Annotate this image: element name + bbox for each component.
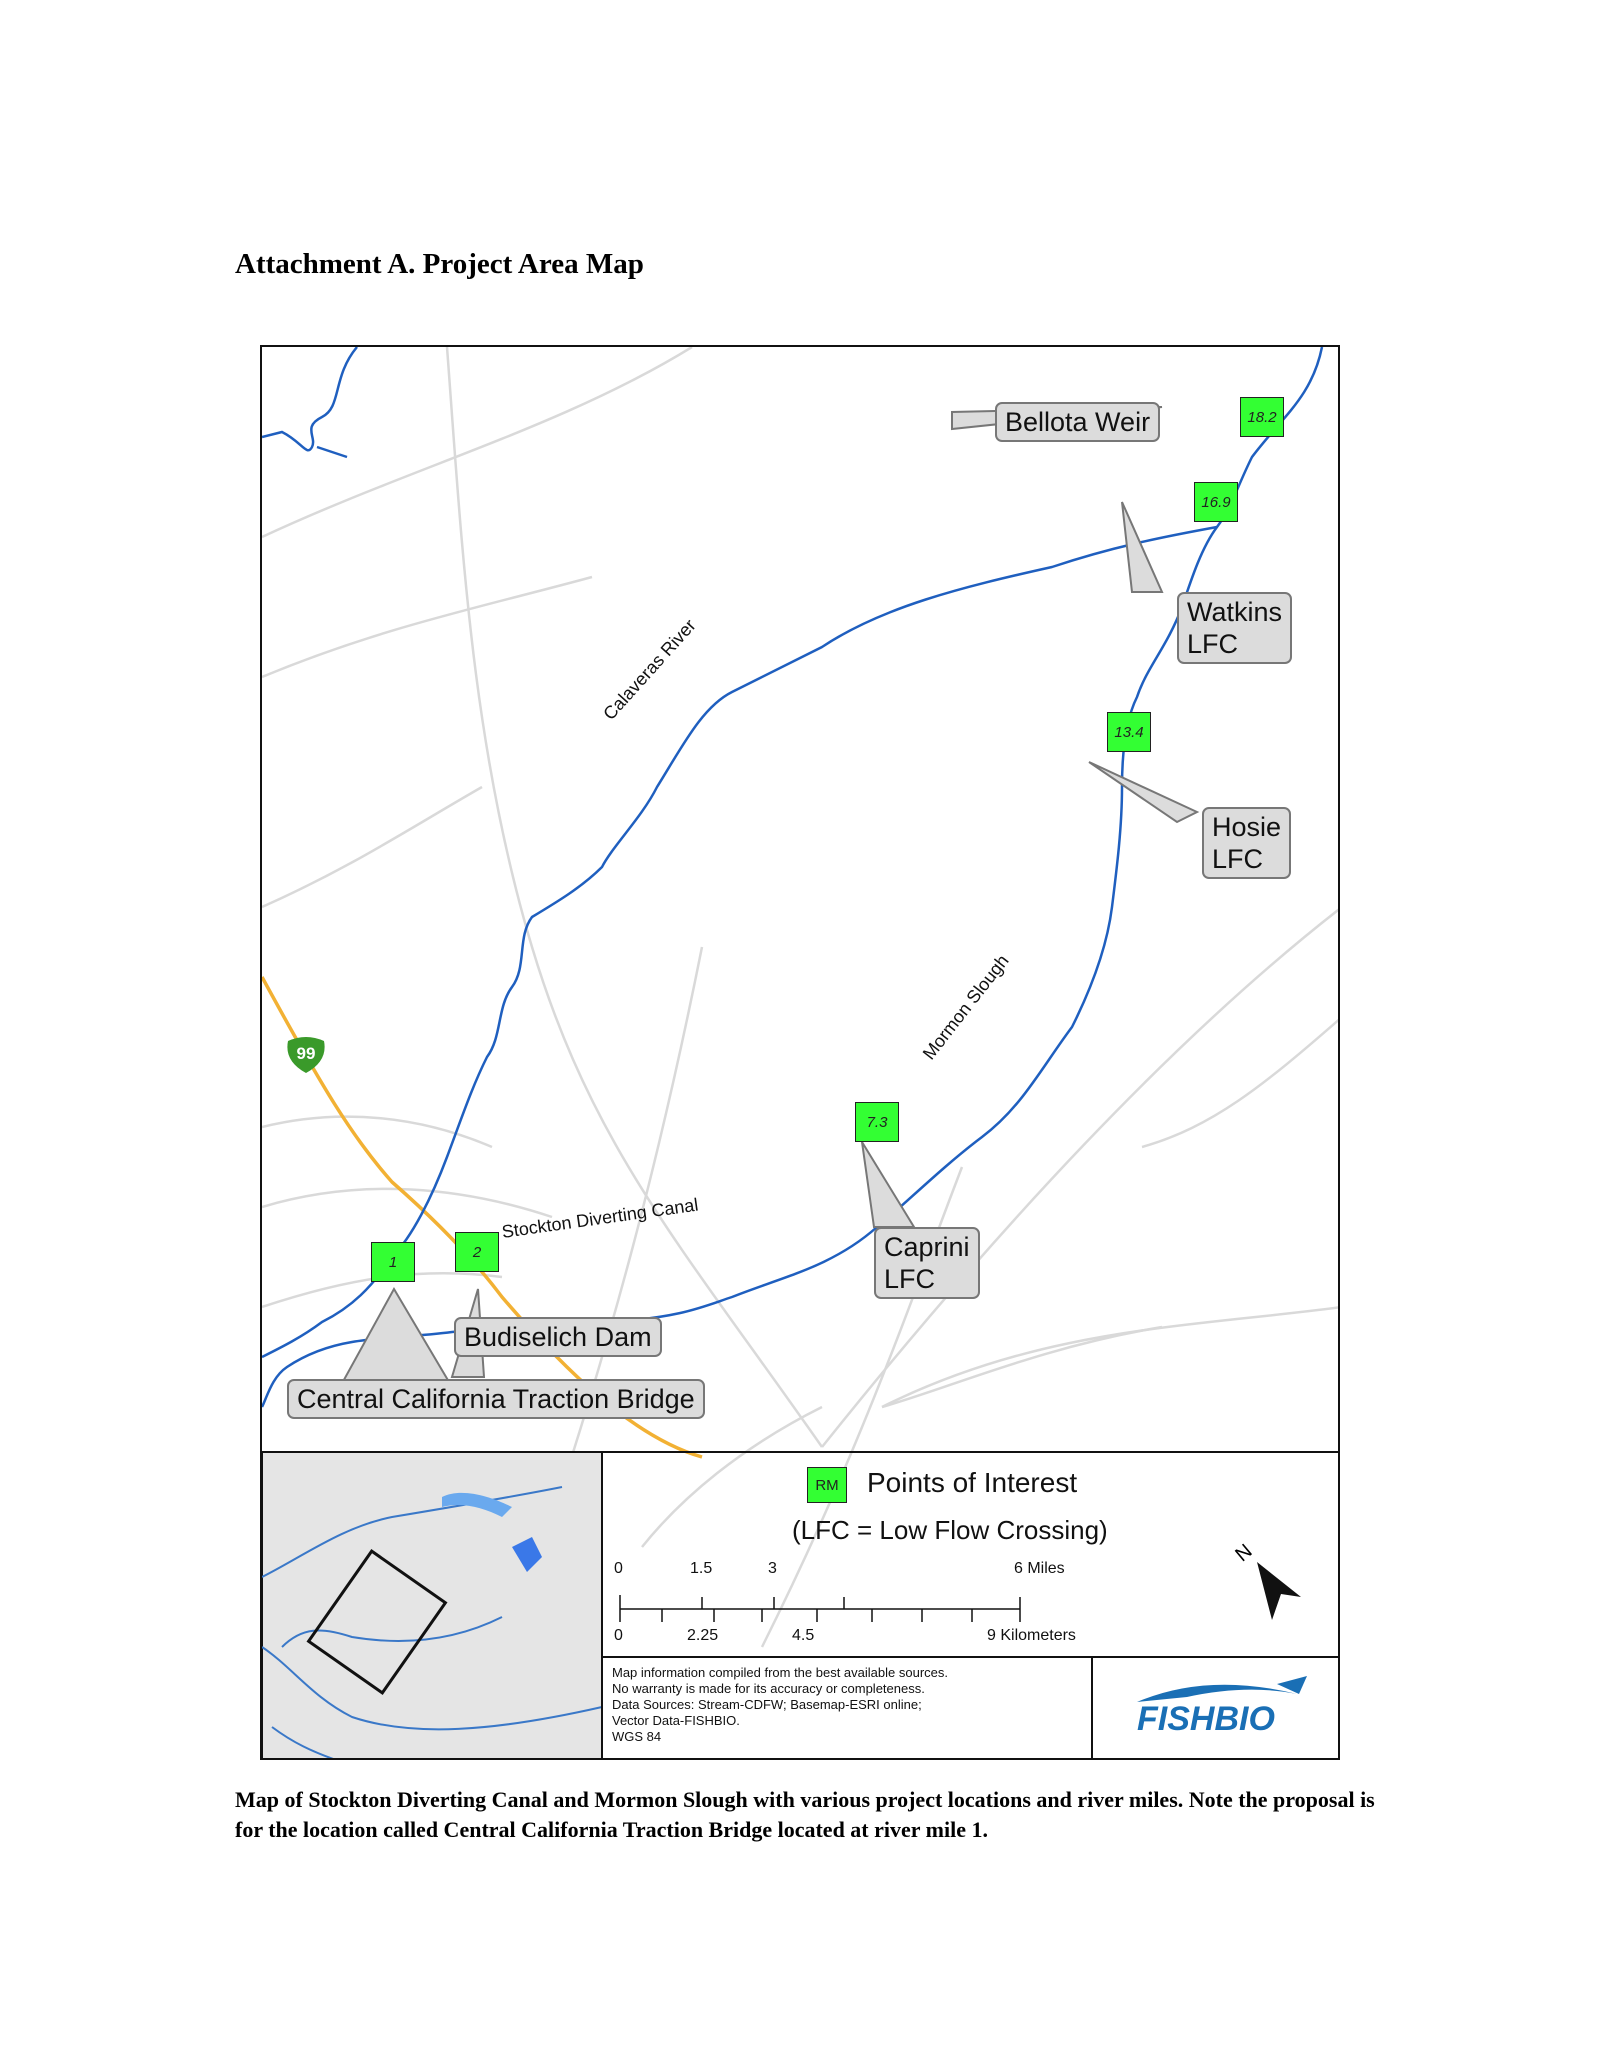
callout-line: Hosie	[1212, 812, 1282, 842]
callout-line: LFC	[884, 1264, 936, 1294]
figure-caption: Map of Stockton Diverting Canal and Mormon Slough with various project locations and river miles. Note the proposal is for the location called Central California Traction Bridge located at river mile 1.	[235, 1787, 1375, 1842]
note-line: No warranty is made for its accuracy or completeness.	[612, 1681, 925, 1696]
highway-number: 99	[296, 1044, 316, 1063]
scale-km-3: 9 Kilometers	[987, 1627, 1076, 1644]
scale-miles-2: 3	[768, 1560, 777, 1577]
scale-km-1: 2.25	[687, 1627, 719, 1644]
rivers	[262, 347, 1322, 1407]
map-notes	[612, 1665, 948, 1745]
legend-title: Points of Interest	[867, 1467, 1078, 1498]
scale-miles-3: 6 Miles	[1014, 1560, 1065, 1577]
north-arrow	[1231, 1540, 1307, 1622]
map-canvas	[262, 347, 1340, 1760]
north-arrow-icon	[1237, 1542, 1307, 1622]
fishbio-logo	[1127, 1672, 1317, 1752]
legend-symbol: RM	[807, 1467, 847, 1503]
poi-marker[interactable]: 1	[371, 1242, 415, 1282]
scale-km-2: 4.5	[792, 1627, 815, 1644]
callout-line: Caprini	[884, 1232, 970, 1262]
logo-text: FISHBIO	[1137, 1700, 1275, 1738]
callout-traction-bridge: Central California Traction Bridge	[287, 1379, 705, 1419]
note-line: Vector Data-FISHBIO.	[612, 1713, 740, 1728]
legend-subtitle: (LFC = Low Flow Crossing)	[792, 1515, 1108, 1545]
poi-marker[interactable]: 16.9	[1194, 482, 1238, 522]
callout-caprini-lfc	[874, 1227, 980, 1299]
callout-line: LFC	[1212, 844, 1264, 874]
scale-miles-1: 1.5	[690, 1560, 713, 1577]
mormon-slough-canal	[262, 347, 1322, 1407]
poi-marker[interactable]: 18.2	[1240, 397, 1284, 437]
poi-marker[interactable]: 2	[455, 1232, 499, 1272]
north-letter: N	[1231, 1540, 1257, 1567]
calaveras-river	[262, 527, 1217, 1357]
inset-background	[262, 1452, 602, 1760]
poi-marker[interactable]: 13.4	[1107, 712, 1151, 752]
scale-km-0: 0	[614, 1627, 623, 1644]
callout-watkins-lfc	[1177, 592, 1292, 664]
label-calaveras-river: Calaveras River	[599, 615, 700, 724]
callout-budiselich-dam: Budiselich Dam	[454, 1317, 662, 1357]
callout-line: Watkins	[1187, 597, 1283, 627]
note-line: Data Sources: Stream-CDFW; Basemap-ESRI online;	[612, 1697, 922, 1712]
callout-hosie-lfc	[1202, 807, 1291, 879]
scale-miles-0: 0	[614, 1560, 623, 1577]
callout-line: LFC	[1187, 629, 1239, 659]
callout-bellota-weir: Bellota Weir	[995, 402, 1160, 442]
note-line: WGS 84	[612, 1729, 662, 1744]
poi-marker[interactable]: 7.3	[855, 1102, 899, 1142]
river-nw	[262, 347, 357, 450]
label-mormon-slough: Mormon Slough	[918, 950, 1013, 1064]
label-stockton-diverting-canal: Stockton Diverting Canal	[500, 1194, 700, 1242]
map-frame	[260, 345, 1340, 1760]
page-heading: Attachment A. Project Area Map	[235, 248, 644, 280]
note-line: Map information compiled from the best available sources.	[612, 1665, 948, 1680]
scale-bar	[620, 1595, 1020, 1622]
highway-99-shield	[284, 1035, 328, 1075]
